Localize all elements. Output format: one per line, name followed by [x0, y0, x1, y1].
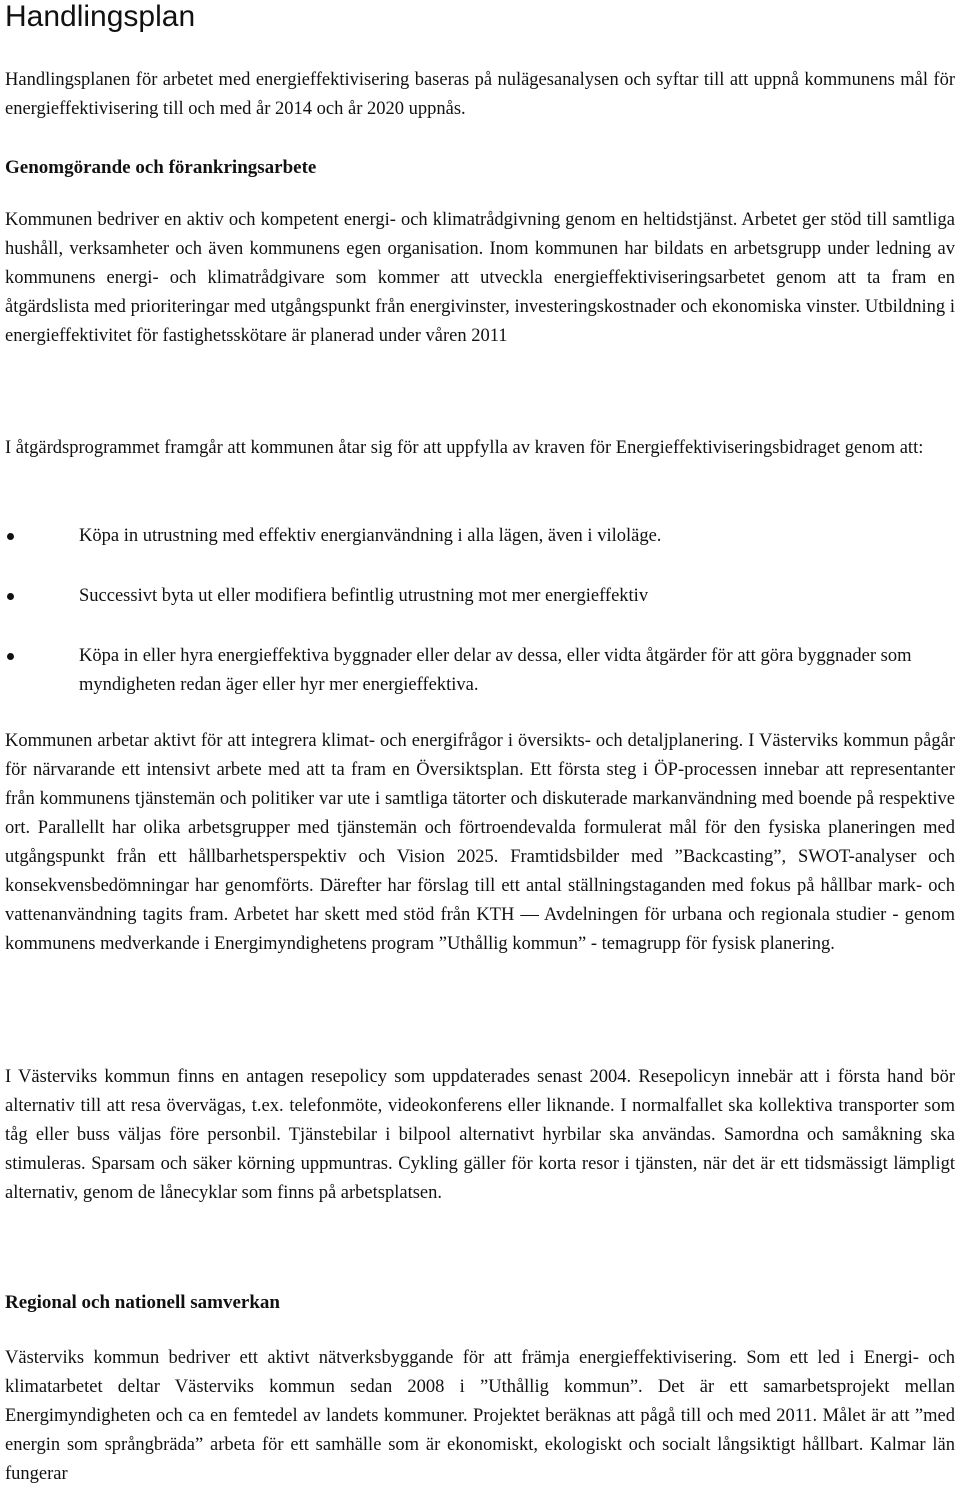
paragraph-atgardsprogram: I åtgärdsprogrammet framgår att kommunen åtar sig för att uppfylla av kraven för Energieffektiviseringsbidraget genom att: — [5, 438, 924, 458]
paragraph-radgivning: Kommunen bedriver en aktiv och kompetent energi- och klimatrådgivning genom en heltidstjänst. Arbetet ger stöd till samtliga hushåll, verksamheter och även kommunens egen organisation. Inom kommunen har bildats en arbetsgrupp under ledning av kommunens energi- och klimatrådgivare som kommer att utveckla energieffektiviseringsarbetet genom att ta fram en åtgärdslista med prioriteringar med utgångspunkt från energivinster, investeringskostnader och ekonomiska vinster. Utbildning i energieffektivitet för fastighetsskötare är planerad under våren 2011 — [5, 210, 955, 346]
paragraph-samverkan: Västerviks kommun bedriver ett aktivt nätverksbyggande för att främja energieffektivisering. Som ett led i Energi- och klimatarbetet deltar Västerviks kommun sedan 2008 i ”Uthållig kommun”. Det är ett samarbetsprojekt mellan Energimyndigheten och ca en femtedel av landets kommuner. Projektet beräknas att pågå till och med 2011. Målet är att ”med energin som språngbräda” arbeta för ett samhälle som är ekonomiskt, ekologiskt och socialt långsiktigt hållbart. Kalmar län fungerar — [5, 1348, 955, 1484]
section-heading-genomforande: Genomgörande och förankringsarbete — [5, 157, 317, 178]
intro-paragraph: Handlingsplanen för arbetet med energieffektivisering baseras på nulägesanalysen och syftar till att uppnå kommunens mål för energieffektivisering till och med år 2014 och år 2020 uppnås. — [5, 70, 955, 119]
bullet-dot-icon — [7, 653, 14, 660]
paragraph-planering: Kommunen arbetar aktivt för att integrera klimat- och energifrågor i översikts- och detaljplanering. I Västerviks kommun pågår för närvarande ett intensivt arbete med att ta fram en Översiktsplan. Ett första steg i ÖP-processen innebar att representanter från kommunens tjänstemän och politiker var ute i samtliga tätorter och diskuterade markanvändning med boende på respektive ort. Parallellt har olika arbetsgrupper med tjänstemän och förtroendevalda formulerat mål för den fysiska planeringen med utgångspunkt från ett hållbarhetsperspektiv och Vision 2025. Framtidsbilder med ”Backcasting”, SWOT-analyser och konsekvensbedömningar har genomförts. Därefter har förslag till ett antal ställningstaganden med fokus på hållbar mark- och vattenanvändning tagits fram. Arbetet har skett med stöd från KTH — Avdelningen för urbana och regionala studier - genom kommunens medverkande i Energimyndighetens program ”Uthållig kommun” - temagrupp för fysisk planering. — [5, 731, 955, 954]
bullet-text: Köpa in eller hyra energieffektiva byggnader eller delar av dessa, eller vidta åtgärder för att göra byggnader som myndigheten redan äger eller hyr mer energieffektiva. — [79, 646, 912, 695]
bullet-dot-icon — [7, 593, 14, 600]
page-title: Handlingsplan — [5, 0, 196, 33]
paragraph-resepolicy: I Västerviks kommun finns en antagen resepolicy som uppdaterades senast 2004. Resepolicyn innebär att i första hand bör alternativ till att resa övervägas, t.ex. telefonmöte, videokonferens eller liknande. I normalfallet ska kollektiva transporter som tåg eller buss väljas före personbil. Tjänstebilar i bilpool alternativt hyrbilar ska användas. Samordna och samåkning ska stimuleras. Sparsam och säker körning uppmuntras. Cykling gäller för korta resor i tjänsten, när det är ett tidsmässigt lämpligt alternativ, genom de lånecyklar som finns på arbetsplatsen. — [5, 1067, 955, 1203]
bullet-dot-icon — [7, 533, 14, 540]
section-heading-samverkan: Regional och nationell samverkan — [5, 1292, 280, 1313]
bullet-text: Successivt byta ut eller modifiera befintlig utrustning mot mer energieffektiv — [79, 586, 649, 606]
bullet-text: Köpa in utrustning med effektiv energianvändning i alla lägen, även i viloläge. — [79, 526, 662, 546]
